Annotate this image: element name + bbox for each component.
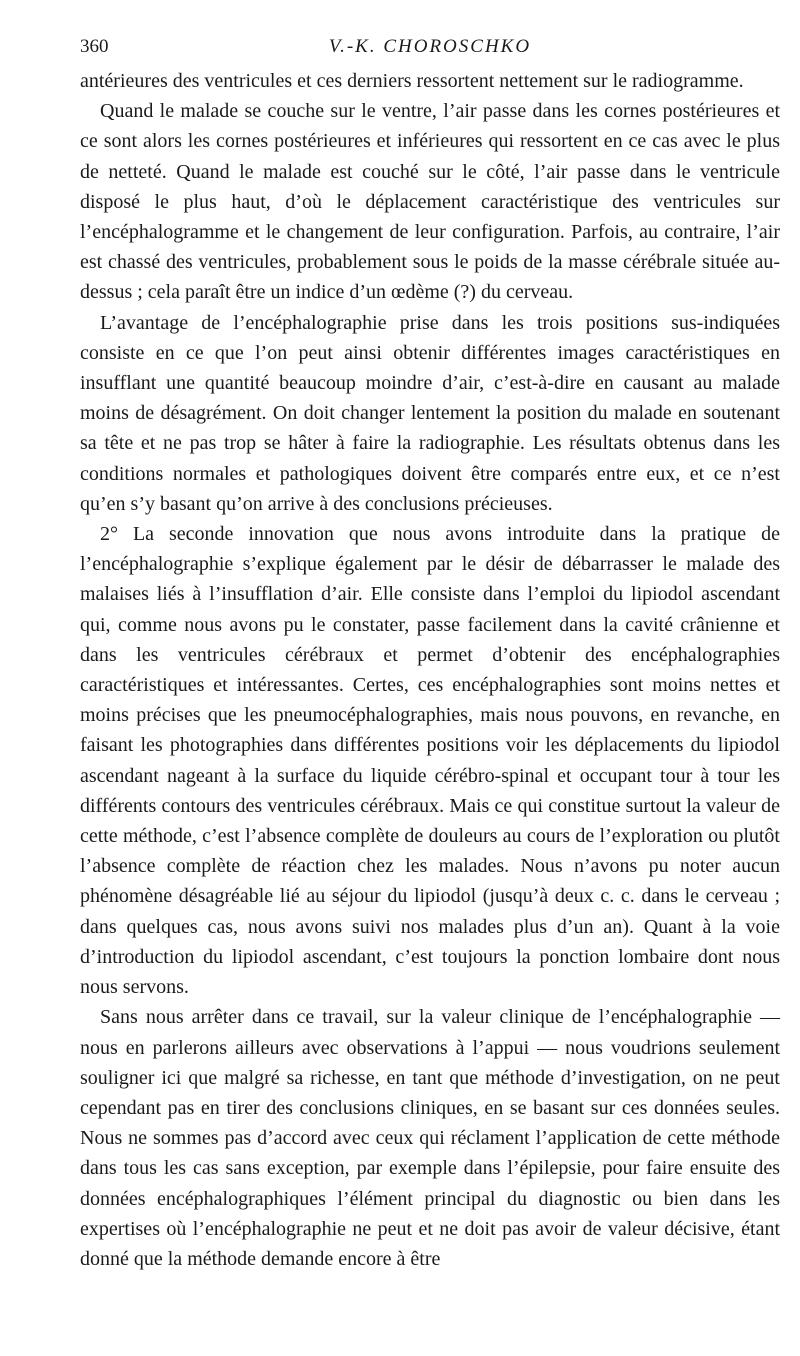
paragraph-prone-position: Quand le malade se couche sur le ventre, l’air passe dans les cornes postérieures et ce sont alors les cornes postérieures et inférieures qui ressortent en ce cas avec le plus de netteté. Quand le malade est couché sur le côté, l’air passe dans le ventricule disposé le plus haut, d’où le déplacement caractéristique des ventricules sur l’encéphalogramme et le changement de leur configuration. Parfois, au contraire, l’air est chassé des ventricules, probablement sous le poids de la masse cérébrale située au-dessus ; cela paraît être un indice d’un œdème (?) du cerveau. — [80, 100, 780, 304]
paragraph-lipiodol: 2° La seconde innovation que nous avons introduite dans la pratique de l’encéphalographie s’explique également par le désir de débarrasser le malade des malaises liés à l’insufflation d’air. Elle consiste dans l’emploi du lipiodol ascendant qui, comme nous avons pu le constater, passe facilement dans la cavité crânienne et dans les ventricules cérébraux et permet d’obtenir des encéphalographies caractéristiques et intéressantes. Certes, ces encéphalographies sont moins nettes et moins précises que les pneumocéphalographies, mais nous pouvons, en revanche, en faisant les photographies dans différentes positions voir les déplacements du lipiodol ascendant nageant à la surface du liquide cérébro-spinal et occupant tour à tour les différents contours des ventricules cérébraux. Mais ce qui constitue surtout la valeur de cette méthode, c’est l’absence complète de douleurs au cours de l’exploration ou plutôt l’absence complète de réaction chez les malades. Nous n’avons pu noter aucun phénomène désagréable lié au séjour du lipiodol (jusqu’à deux c. c. dans le cerveau ; dans quelques cas, nous avons suivi nos malades plus d’un an). Quant à la voie d’introduction du lipiodol ascendant, c’est toujours la ponction lombaire dont nous nous servons. — [80, 523, 780, 999]
paragraph-clinical-value: Sans nous arrêter dans ce travail, sur la valeur clinique de l’encéphalographie — nous en parlerons ailleurs avec observations à l’appui — nous voudrions seulement souligner ici que malgré sa richesse, en tant que méthode d’investigation, on ne peut cependant pas en tirer des conclusions cliniques, en se basant sur ces données seules. Nous ne sommes pas d’accord avec ceux qui réclament l’application de cette méthode dans tous les cas sans exception, par exemple dans l’épilepsie, pour faire ensuite des données encéphalographiques l’élément principal du diagnostic ou bien dans les expertises où l’encéphalographie ne peut et ne doit pas avoir de valeur décisive, étant donné que la méthode demande encore à être — [80, 1006, 780, 1270]
page-number: 360 — [80, 36, 109, 57]
paragraph-continuation: antérieures des ventricules et ces derniers ressortent nettement sur le radiogramme. — [80, 70, 744, 92]
running-title: V.-K. CHOROSCHKO — [328, 36, 532, 57]
body-text — [80, 66, 780, 1274]
paragraph-three-positions: L’avantage de l’encéphalographie prise dans les trois positions sus-indiquées consiste en ce que l’on peut ainsi obtenir différentes images caractéristiques en insufflant une quantité beaucoup moindre d’air, c’est-à-dire en causant au malade moins de désagrément. On doit changer lentement la position du malade en soutenant sa tête et ne pas trop se hâter à faire la radiographie. Les résultats obtenus dans les conditions normales et pathologiques doivent être comparés entre eux, et ce n’est qu’en s’y basant qu’on arrive à des conclusions précieuses. — [80, 311, 780, 515]
document-page — [80, 36, 780, 1336]
running-head — [80, 36, 780, 66]
